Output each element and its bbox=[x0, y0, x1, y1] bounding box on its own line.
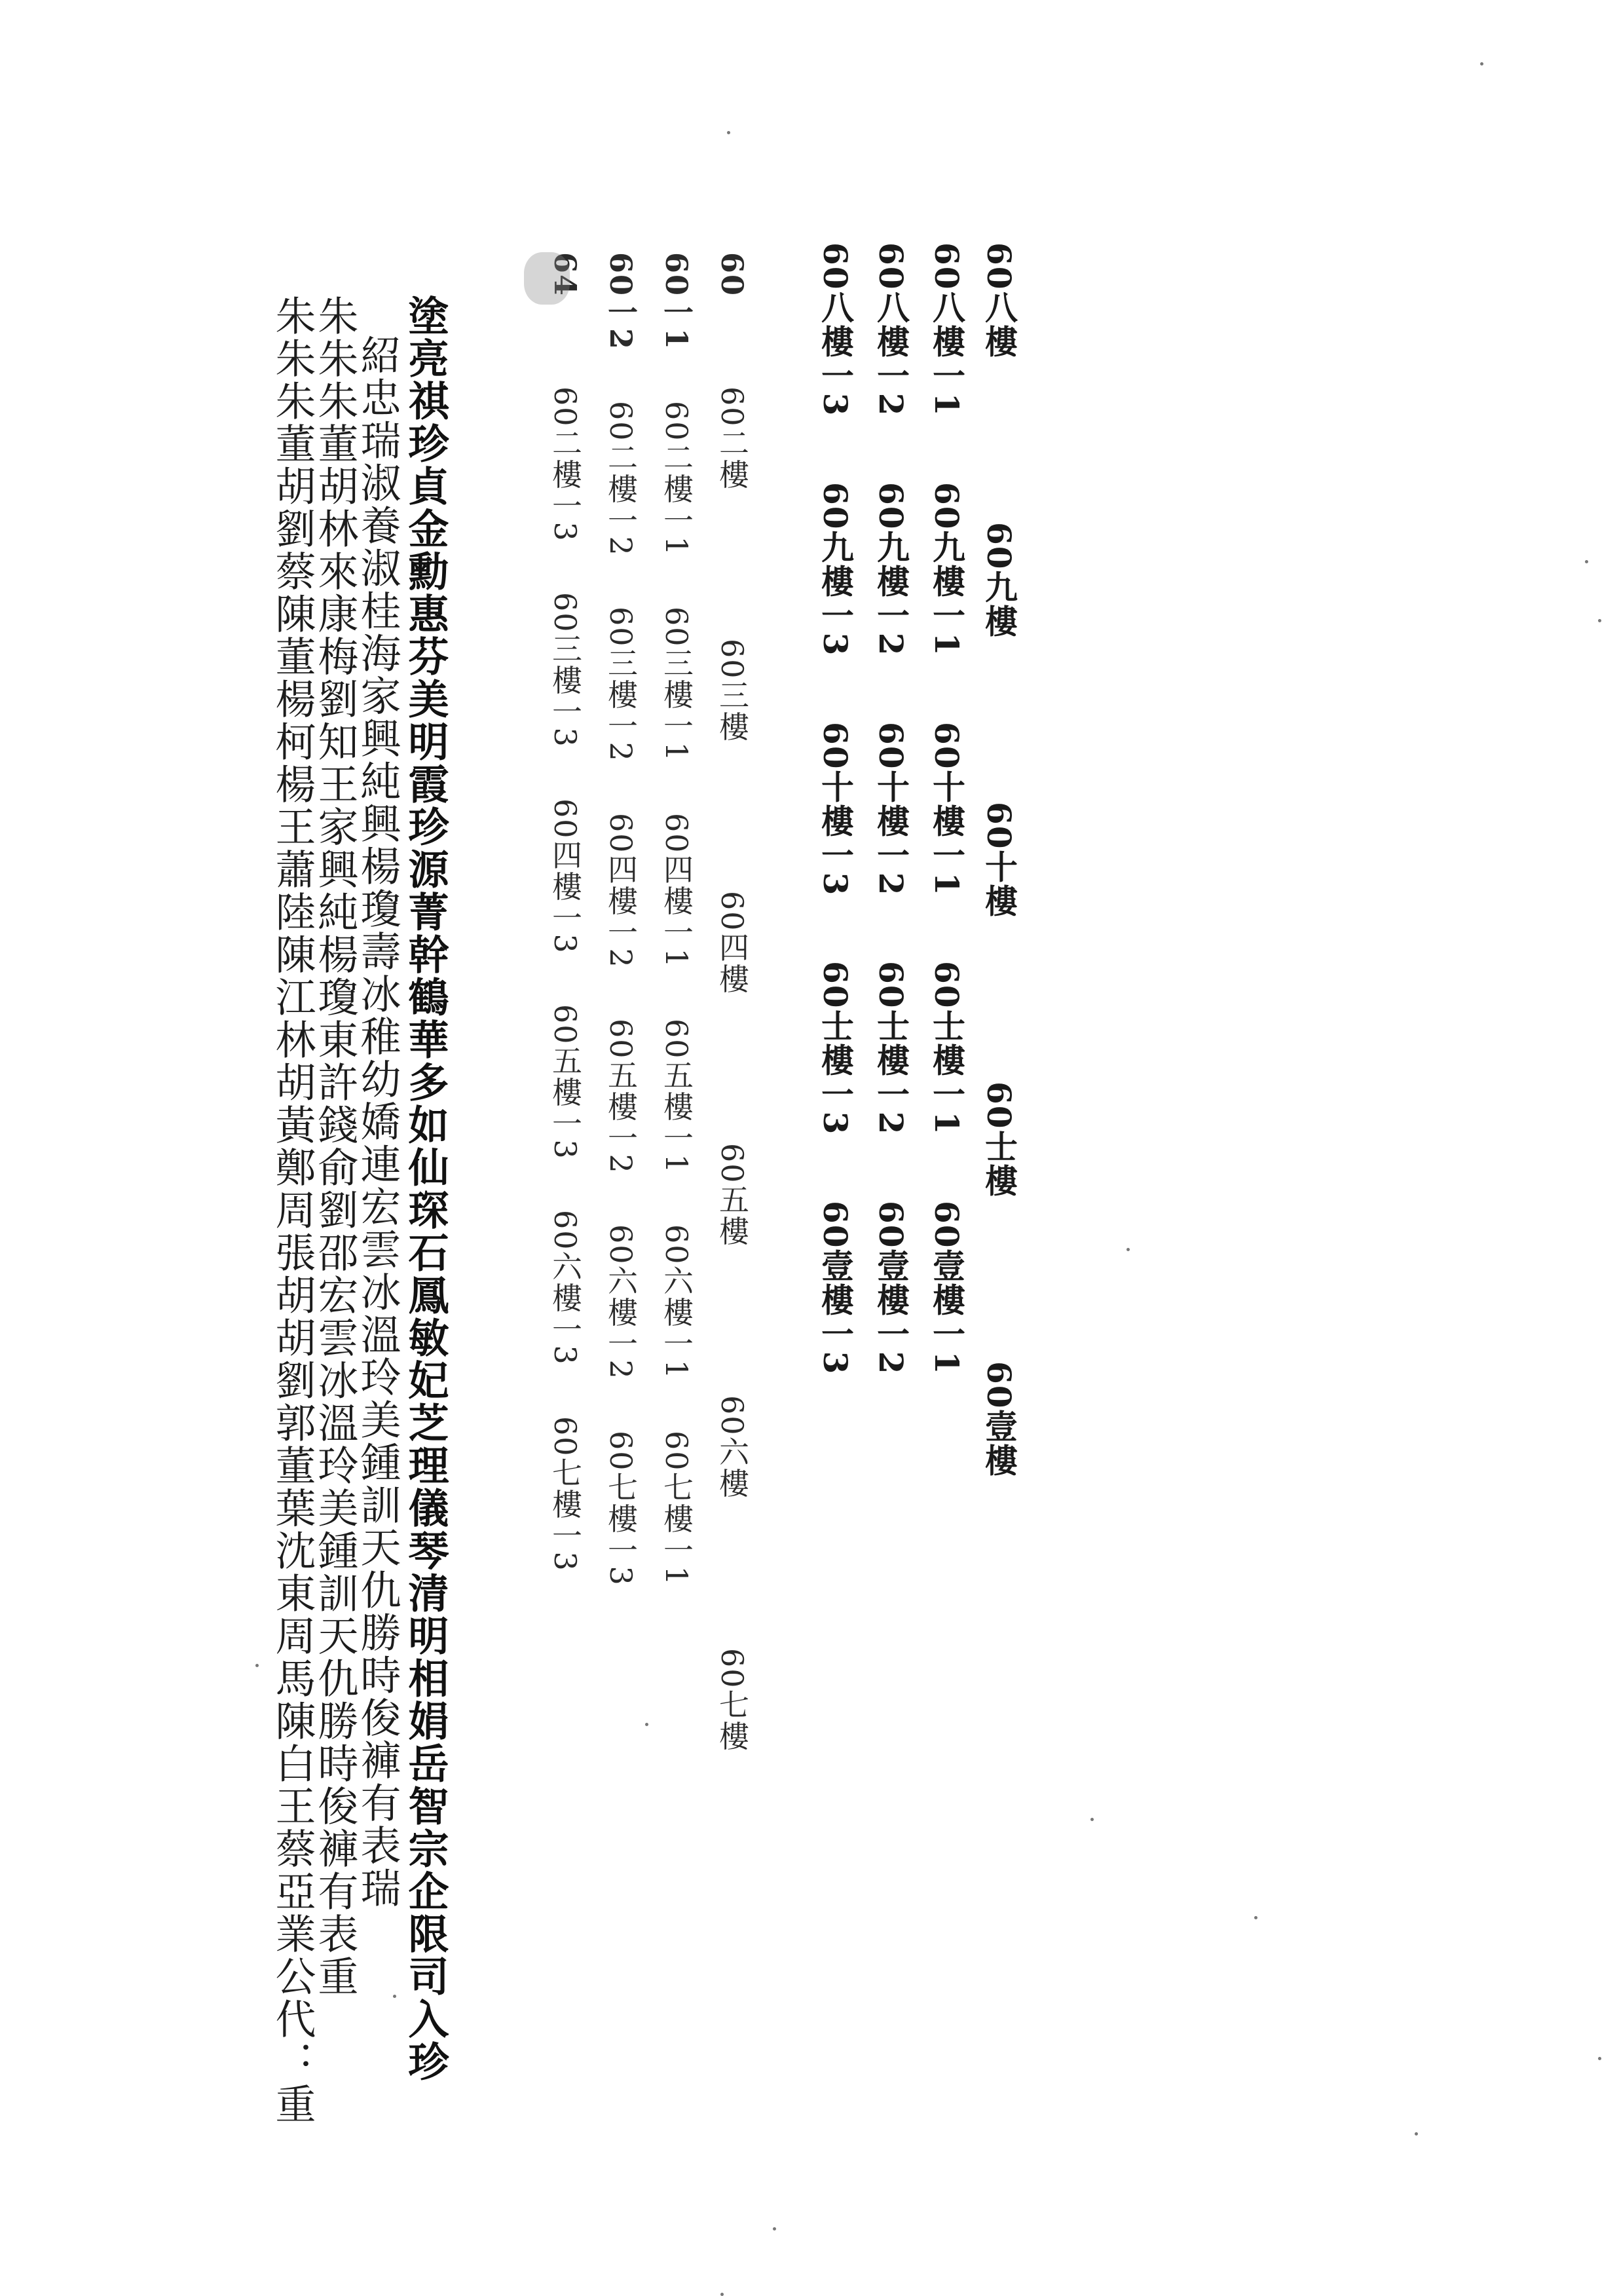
unit-label: 60八樓一2 bbox=[872, 242, 910, 417]
unit-label: 64 bbox=[548, 252, 583, 297]
unit-label: 60三樓一1 bbox=[659, 607, 694, 762]
unit-label: 60九樓一2 bbox=[872, 481, 910, 657]
speck bbox=[1585, 560, 1588, 563]
unit-label: 60三樓 bbox=[715, 638, 750, 743]
unit-label: 60士樓一3 bbox=[816, 961, 855, 1136]
unit-label: 60五樓一2 bbox=[603, 1018, 639, 1175]
unit-label: 60三樓一3 bbox=[548, 592, 583, 748]
names-column-3: 朱朱朱董胡林來康梅劉知王家興純楊瓊東許錢俞劉邵宏雲冰溫玲美鍾訓天仇勝時俊褲有表重 bbox=[311, 295, 359, 1998]
speck bbox=[1480, 62, 1483, 66]
ink-smudge bbox=[524, 252, 570, 305]
unit-label: 60士樓 bbox=[980, 1082, 1018, 1198]
unit-label: 60二樓 bbox=[715, 386, 750, 491]
unit-label: 60 bbox=[715, 252, 750, 297]
unit-column-b3 bbox=[603, 252, 639, 1587]
unit-label: 60一1 bbox=[659, 252, 694, 351]
unit-label: 60四樓一3 bbox=[548, 798, 583, 954]
unit-label: 60壹樓一1 bbox=[927, 1201, 966, 1376]
names-column-2: 紹忠瑞淑養淑桂海家興純興楊瓊壽冰稚幼嬌連宏雲冰溫玲美鍾訓天仇勝時俊褲有表瑞 bbox=[354, 334, 401, 1910]
unit-label: 60十樓一2 bbox=[872, 721, 910, 896]
unit-label: 60五樓 bbox=[715, 1143, 750, 1247]
unit-label: 60一2 bbox=[603, 252, 639, 351]
unit-label: 60九樓一1 bbox=[927, 481, 966, 657]
unit-label: 60壹樓一3 bbox=[816, 1201, 855, 1376]
unit-label: 60七樓 bbox=[715, 1647, 750, 1752]
speck bbox=[255, 1664, 259, 1667]
unit-label: 60二樓一1 bbox=[659, 400, 694, 557]
unit-label: 60士樓一2 bbox=[872, 961, 910, 1136]
unit-column-a4 bbox=[816, 242, 855, 1376]
unit-label: 60九樓 bbox=[980, 522, 1018, 639]
unit-column-b4 bbox=[548, 252, 583, 1572]
unit-label: 60二樓一2 bbox=[603, 400, 639, 557]
speck bbox=[1415, 2132, 1418, 2136]
speck bbox=[1254, 1916, 1257, 1919]
speck bbox=[1090, 1818, 1094, 1821]
unit-label: 60十樓一1 bbox=[927, 721, 966, 896]
unit-label: 60八樓 bbox=[980, 242, 1018, 359]
unit-label: 60士樓一1 bbox=[927, 961, 966, 1136]
unit-label: 60十樓一3 bbox=[816, 721, 855, 896]
unit-column-a3 bbox=[872, 242, 910, 1376]
speck bbox=[645, 1723, 648, 1726]
unit-label: 60四樓一2 bbox=[603, 812, 639, 969]
unit-label: 60四樓 bbox=[715, 890, 750, 995]
unit-column-b1 bbox=[715, 252, 750, 1752]
names-column-1: 塗亮祺珍貞金勳惠芬美明霞珍源菁幹鶴華多如仙琛石鳳敏妃芝理儀琴清明相娟岳智宗企限司入珍 bbox=[401, 295, 449, 2083]
speck bbox=[1598, 619, 1601, 622]
unit-label: 60二樓一3 bbox=[548, 386, 583, 542]
unit-label: 60七樓一1 bbox=[659, 1430, 694, 1587]
unit-label: 60六樓 bbox=[715, 1395, 750, 1499]
unit-label: 60七樓一3 bbox=[603, 1430, 639, 1587]
unit-column-a1 bbox=[980, 242, 1018, 1478]
speck bbox=[773, 2227, 776, 2230]
unit-label: 60五樓一1 bbox=[659, 1018, 694, 1175]
unit-column-b2 bbox=[661, 252, 692, 1587]
speck bbox=[1598, 2057, 1601, 2060]
unit-label: 60三樓一2 bbox=[603, 607, 639, 762]
unit-label: 60六樓一3 bbox=[548, 1210, 583, 1366]
unit-label: 60壹樓 bbox=[980, 1361, 1018, 1478]
speck bbox=[393, 1995, 396, 1998]
unit-label: 60六樓一2 bbox=[603, 1224, 639, 1381]
unit-column-a2 bbox=[927, 242, 966, 1376]
unit-label: 60九樓一3 bbox=[816, 481, 855, 657]
unit-label: 60七樓一3 bbox=[548, 1416, 583, 1572]
unit-label: 60壹樓一2 bbox=[872, 1201, 910, 1376]
speck bbox=[727, 131, 730, 134]
unit-label: 60八樓一1 bbox=[927, 242, 966, 417]
names-column-4: 朱朱朱董胡劉蔡陳董楊柯楊王蕭陸陳江林胡黃鄭周張胡胡劉郭董葉沈東周馬陳白王蔡亞業公代：重 bbox=[269, 295, 316, 2126]
unit-label: 60六樓一1 bbox=[659, 1224, 694, 1381]
speck bbox=[720, 2293, 724, 2296]
unit-label: 60八樓一3 bbox=[816, 242, 855, 417]
unit-label: 60十樓 bbox=[980, 802, 1018, 918]
unit-label: 60五樓一3 bbox=[548, 1004, 583, 1160]
speck bbox=[1126, 1248, 1130, 1251]
unit-label: 60四樓一1 bbox=[659, 812, 694, 969]
